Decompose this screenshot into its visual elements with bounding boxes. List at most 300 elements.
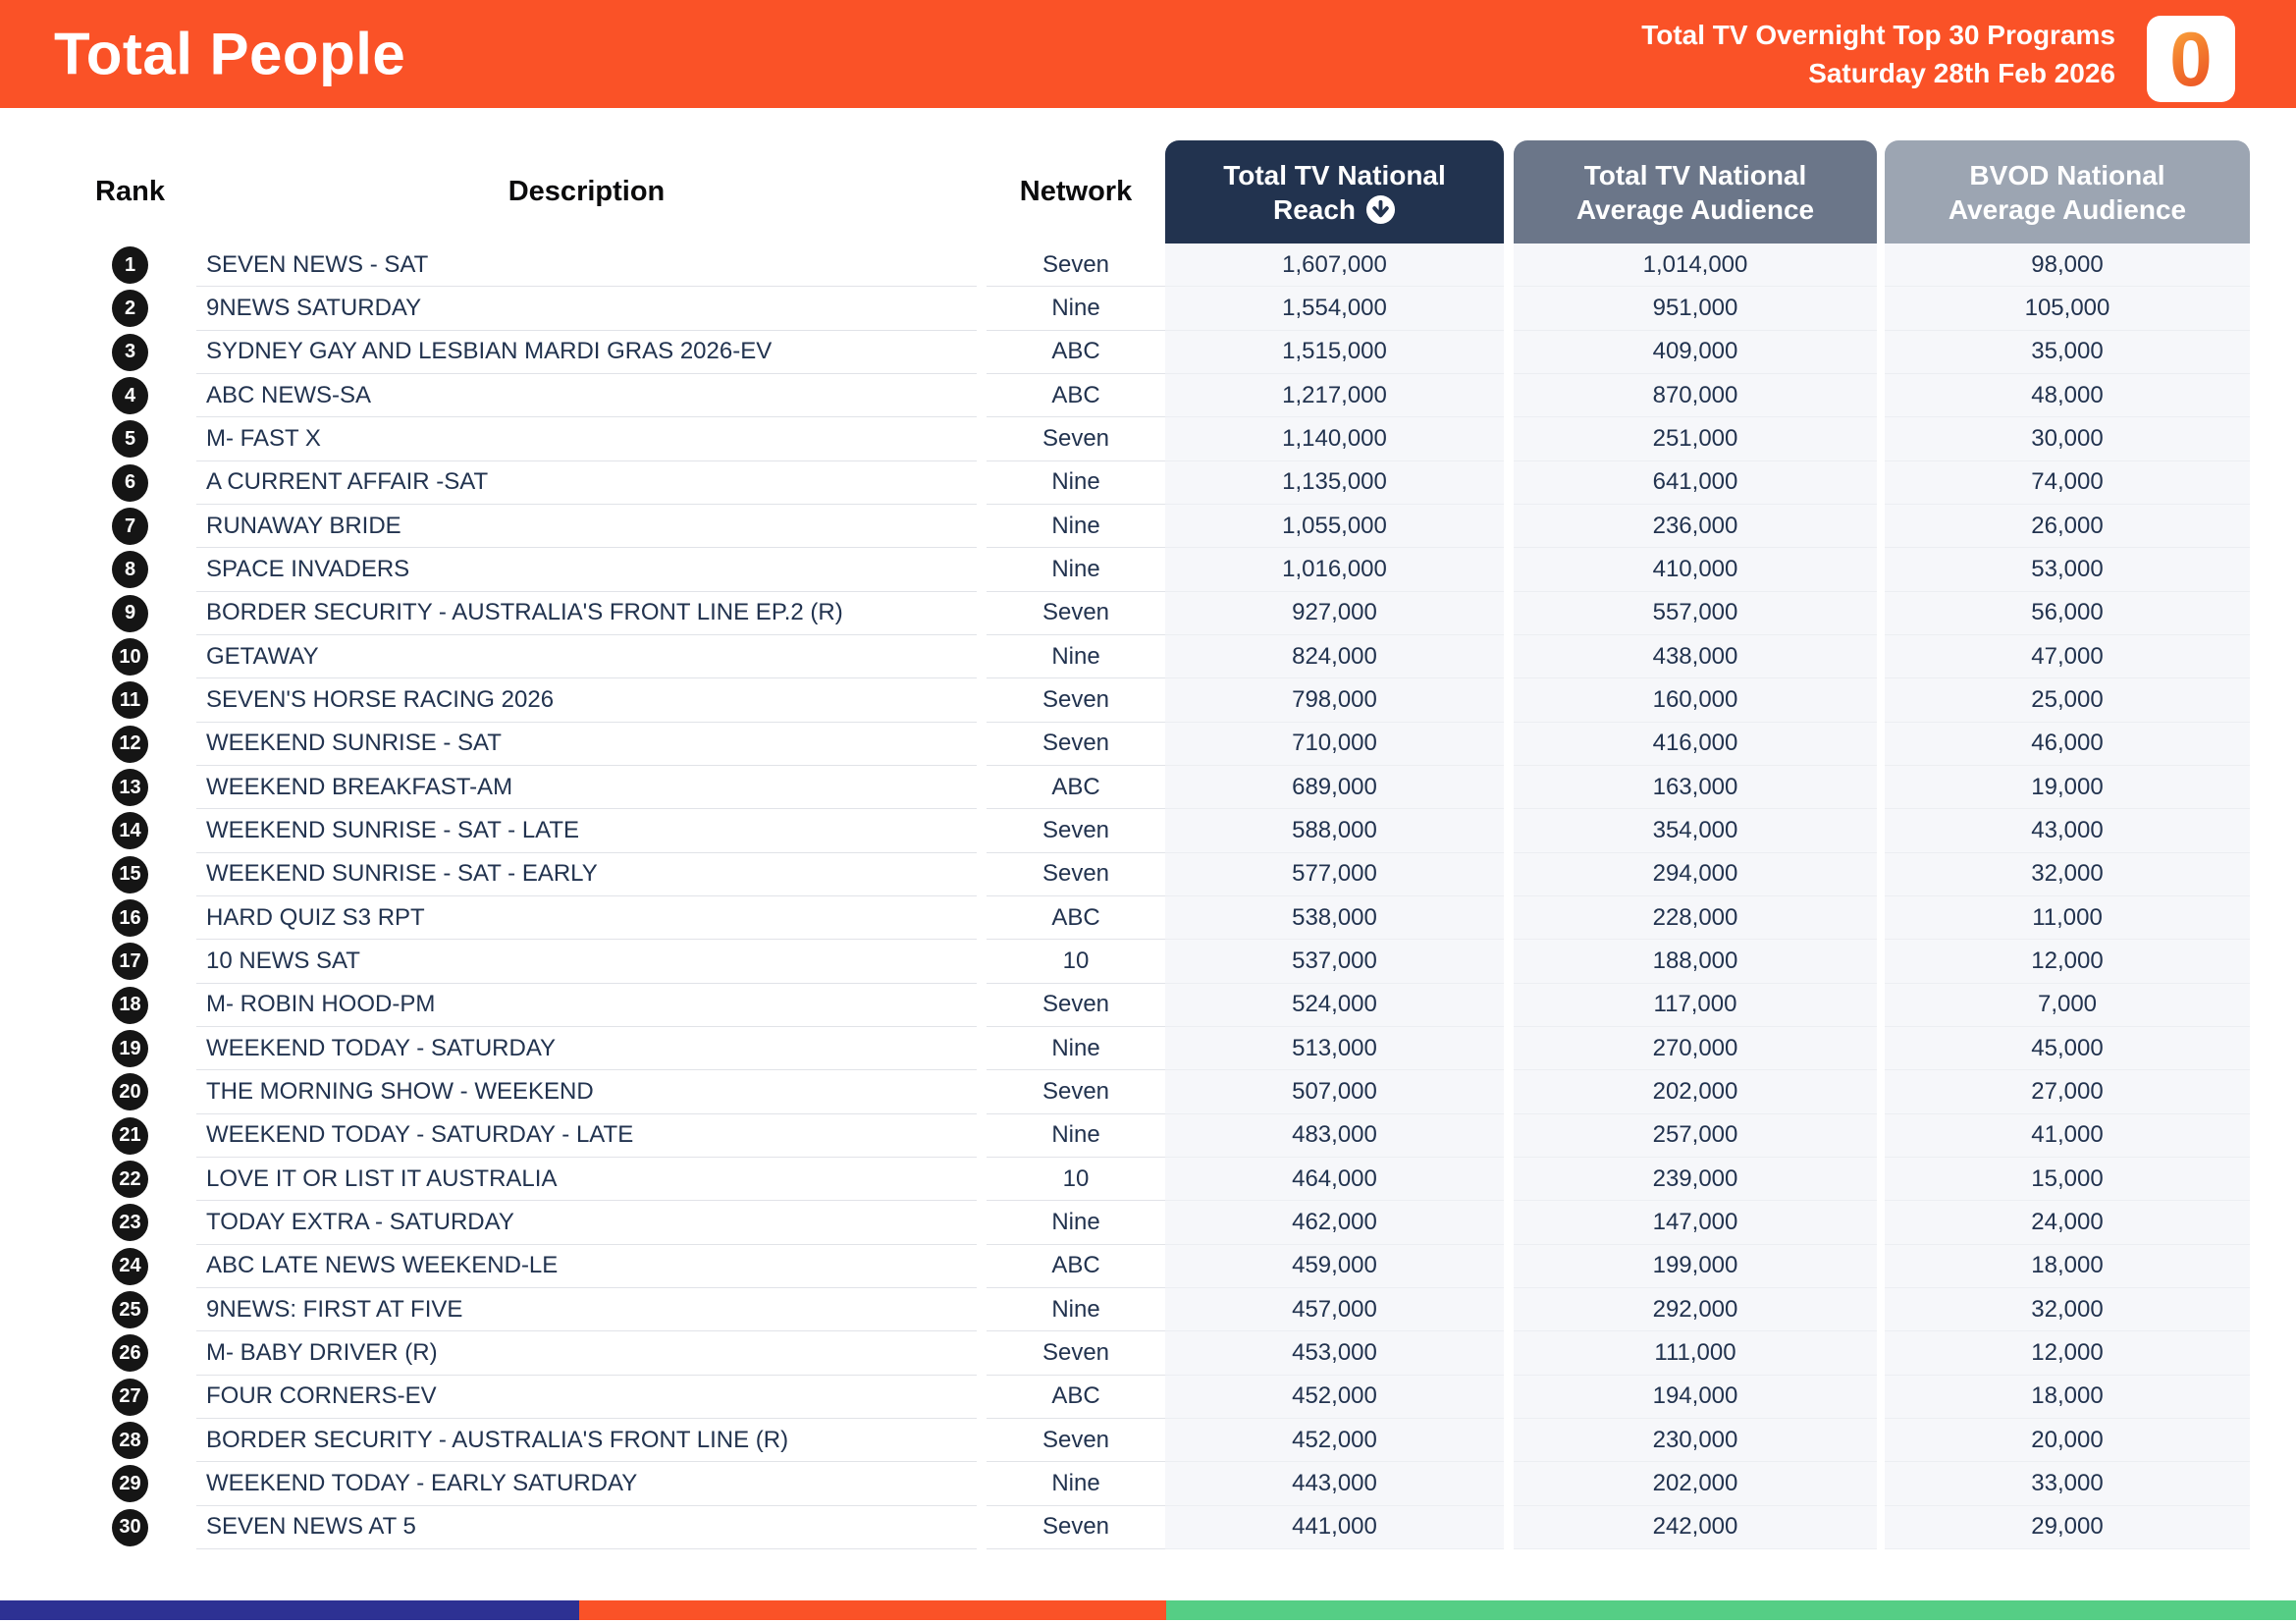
footer-orange-segment [579,1600,1166,1620]
rank-badge: 5 [112,420,148,458]
rank-badge: 13 [112,769,148,806]
rank-cell [0,1201,196,1244]
column-gap [977,548,987,591]
program-description: M- ROBIN HOOD-PM [196,984,977,1027]
reach-value: 1,515,000 [1165,331,1504,374]
reach-header-line1: Total TV National [1223,159,1446,190]
column-gap [1877,592,1885,635]
program-description: ABC NEWS-SA [196,374,977,417]
column-gap [1504,896,1514,940]
program-description: BORDER SECURITY - AUSTRALIA'S FRONT LINE (R) [196,1419,977,1462]
bvod-audience-value: 43,000 [1885,809,2250,852]
reach-value: 462,000 [1165,1201,1504,1244]
average-audience-value: 416,000 [1514,723,1877,766]
average-audience-value: 294,000 [1514,853,1877,896]
table-row [0,766,2296,809]
rank-cell [0,1419,196,1462]
column-gap [1504,1158,1514,1201]
column-gap [1877,1027,1885,1070]
program-description: WEEKEND SUNRISE - SAT - EARLY [196,853,977,896]
table-row [0,548,2296,591]
program-description: 9NEWS: FIRST AT FIVE [196,1288,977,1331]
column-gap [1504,1245,1514,1288]
bvod-audience-value: 35,000 [1885,331,2250,374]
rank-cell [0,331,196,374]
table-row [0,1331,2296,1375]
column-gap [1504,723,1514,766]
column-gap [1877,1419,1885,1462]
column-gap [1877,1201,1885,1244]
table-row [0,1288,2296,1331]
network-value: Nine [987,287,1165,330]
average-audience-value: 111,000 [1514,1331,1877,1375]
reach-value: 464,000 [1165,1158,1504,1201]
network-value: ABC [987,1376,1165,1419]
network-value: Nine [987,505,1165,548]
column-gap [977,1506,987,1549]
column-gap [1877,461,1885,505]
table-row [0,244,2296,287]
column-gap [977,853,987,896]
program-description: HARD QUIZ S3 RPT [196,896,977,940]
column-gap [977,331,987,374]
average-audience-value: 147,000 [1514,1201,1877,1244]
network-value: ABC [987,331,1165,374]
network-value: Seven [987,1070,1165,1113]
program-description: SYDNEY GAY AND LESBIAN MARDI GRAS 2026-EV [196,331,977,374]
rank-cell [0,896,196,940]
network-value: ABC [987,1245,1165,1288]
average-audience-value: 199,000 [1514,1245,1877,1288]
reach-value: 588,000 [1165,809,1504,852]
logo-zero-glyph: 0 [2169,16,2213,102]
average-audience-value: 870,000 [1514,374,1877,417]
bvod-audience-value: 19,000 [1885,766,2250,809]
footer-indigo-segment [0,1600,579,1620]
column-gap [1877,287,1885,330]
reach-value: 483,000 [1165,1114,1504,1158]
table-row [0,1114,2296,1158]
column-gap [1877,505,1885,548]
rank-badge: 1 [112,246,148,284]
network-value: Seven [987,984,1165,1027]
network-value: Nine [987,1288,1165,1331]
rank-cell [0,1506,196,1549]
column-gap [977,287,987,330]
column-gap [1504,940,1514,983]
bvod-header-line1: BVOD National [1969,159,2165,190]
rank-badge: 10 [112,638,148,676]
rank-badge: 14 [112,812,148,849]
column-gap [1504,1114,1514,1158]
column-gap [1504,1376,1514,1419]
rank-cell [0,809,196,852]
column-gap [1877,723,1885,766]
column-gap [1877,1070,1885,1113]
bvod-audience-value: 53,000 [1885,548,2250,591]
reach-value: 1,140,000 [1165,417,1504,460]
column-gap [977,1201,987,1244]
program-description: M- BABY DRIVER (R) [196,1331,977,1375]
program-description: 10 NEWS SAT [196,940,977,983]
rank-cell [0,505,196,548]
rank-badge: 6 [112,464,148,502]
rank-badge: 20 [112,1073,148,1110]
column-gap [1504,287,1514,330]
column-gap [977,1419,987,1462]
table-row [0,1201,2296,1244]
average-audience-value: 188,000 [1514,940,1877,983]
column-gap [977,461,987,505]
bvod-audience-value: 33,000 [1885,1462,2250,1505]
bvod-audience-value: 56,000 [1885,592,2250,635]
column-gap [977,940,987,983]
bvod-audience-value: 20,000 [1885,1419,2250,1462]
average-audience-value: 354,000 [1514,809,1877,852]
average-audience-value: 239,000 [1514,1158,1877,1201]
column-gap [1877,896,1885,940]
average-audience-value: 194,000 [1514,1376,1877,1419]
column-gap [977,1114,987,1158]
reach-value: 507,000 [1165,1070,1504,1113]
reach-value: 459,000 [1165,1245,1504,1288]
network-value: Seven [987,723,1165,766]
reach-header-line2: Reach [1272,193,1357,225]
program-description: WEEKEND TODAY - SATURDAY [196,1027,977,1070]
table-row [0,853,2296,896]
average-audience-value: 1,014,000 [1514,244,1877,287]
table-row [0,984,2296,1027]
table-body [0,244,2296,1549]
column-gap [1877,331,1885,374]
program-description: SEVEN'S HORSE RACING 2026 [196,678,977,722]
network-value: Seven [987,1419,1165,1462]
network-value: Nine [987,1027,1165,1070]
reach-value: 457,000 [1165,1288,1504,1331]
average-audience-value: 160,000 [1514,678,1877,722]
column-gap [1877,1114,1885,1158]
rank-badge: 2 [112,290,148,327]
reach-value: 1,016,000 [1165,548,1504,591]
column-gap [1877,678,1885,722]
reach-value: 538,000 [1165,896,1504,940]
column-gap [1504,766,1514,809]
program-description: WEEKEND SUNRISE - SAT [196,723,977,766]
program-description: LOVE IT OR LIST IT AUSTRALIA [196,1158,977,1201]
column-gap [977,678,987,722]
table-row [0,461,2296,505]
bvod-audience-value: 24,000 [1885,1201,2250,1244]
rank-badge: 23 [112,1204,148,1241]
footer-green-segment [1166,1600,2296,1620]
reach-value: 513,000 [1165,1027,1504,1070]
program-description: A CURRENT AFFAIR -SAT [196,461,977,505]
bvod-audience-value: 98,000 [1885,244,2250,287]
reach-value: 441,000 [1165,1506,1504,1549]
column-gap [977,809,987,852]
program-description: BORDER SECURITY - AUSTRALIA'S FRONT LINE EP.2 (R) [196,592,977,635]
column-gap [1504,374,1514,417]
program-description: ABC LATE NEWS WEEKEND-LE [196,1245,977,1288]
rank-cell [0,723,196,766]
network-value: Seven [987,1331,1165,1375]
program-description: SEVEN NEWS - SAT [196,244,977,287]
rank-badge: 28 [112,1422,148,1459]
column-gap [1877,853,1885,896]
network-value: Nine [987,1201,1165,1244]
column-gap [1877,1331,1885,1375]
column-gap [1504,331,1514,374]
rank-badge: 16 [112,899,148,937]
table-row [0,809,2296,852]
reach-value: 537,000 [1165,940,1504,983]
reach-value: 689,000 [1165,766,1504,809]
bvod-audience-value: 45,000 [1885,1027,2250,1070]
rank-cell [0,592,196,635]
average-audience-value: 117,000 [1514,984,1877,1027]
rank-badge: 8 [112,551,148,588]
bvod-audience-value: 46,000 [1885,723,2250,766]
average-audience-value: 242,000 [1514,1506,1877,1549]
reach-value: 1,135,000 [1165,461,1504,505]
column-gap [1504,853,1514,896]
column-gap [1877,1506,1885,1549]
reach-value: 577,000 [1165,853,1504,896]
column-gap [977,1462,987,1505]
rank-badge: 19 [112,1030,148,1067]
column-gap [1877,809,1885,852]
bvod-audience-value: 30,000 [1885,417,2250,460]
column-header-total-tv-reach[interactable] [1165,140,1504,244]
rank-cell [0,417,196,460]
avg-header-line1: Total TV National [1583,159,1807,190]
column-gap [1877,1376,1885,1419]
network-value: ABC [987,374,1165,417]
network-value: Seven [987,592,1165,635]
column-gap [977,1245,987,1288]
network-value: Seven [987,678,1165,722]
average-audience-value: 951,000 [1514,287,1877,330]
column-gap [1504,505,1514,548]
column-gap [1877,1288,1885,1331]
column-gap [1504,1419,1514,1462]
sort-descending-icon[interactable] [1365,194,1396,225]
rank-badge: 21 [112,1117,148,1155]
oztam-logo [2147,16,2235,102]
network-value: ABC [987,766,1165,809]
column-gap [1504,1201,1514,1244]
column-gap [977,1158,987,1201]
program-description: 9NEWS SATURDAY [196,287,977,330]
average-audience-value: 230,000 [1514,1419,1877,1462]
program-description: WEEKEND TODAY - EARLY SATURDAY [196,1462,977,1505]
rank-cell [0,678,196,722]
table-row [0,635,2296,678]
rank-cell [0,1158,196,1201]
bvod-audience-value: 41,000 [1885,1114,2250,1158]
column-gap [1877,1462,1885,1505]
column-gap [1504,1462,1514,1505]
rank-cell [0,1288,196,1331]
rank-cell [0,984,196,1027]
column-gap [977,1376,987,1419]
reach-value: 452,000 [1165,1419,1504,1462]
bvod-audience-value: 29,000 [1885,1506,2250,1549]
program-description: WEEKEND TODAY - SATURDAY - LATE [196,1114,977,1158]
table-row [0,1158,2296,1201]
bvod-audience-value: 12,000 [1885,1331,2250,1375]
column-gap [1504,417,1514,460]
network-value: Seven [987,244,1165,287]
column-gap [1504,1506,1514,1549]
page-title: Total People [54,21,406,87]
column-header-bvod-average [1885,140,2250,244]
rank-badge: 24 [112,1248,148,1285]
rank-badge: 4 [112,377,148,414]
column-gap [1877,244,1885,287]
table-row [0,1027,2296,1070]
average-audience-value: 251,000 [1514,417,1877,460]
table-row [0,1419,2296,1462]
table-row [0,940,2296,983]
program-description: TODAY EXTRA - SATURDAY [196,1201,977,1244]
rank-badge: 9 [112,595,148,632]
bvod-audience-value: 27,000 [1885,1070,2250,1113]
column-gap [977,592,987,635]
average-audience-value: 409,000 [1514,331,1877,374]
reach-value: 524,000 [1165,984,1504,1027]
network-value: Seven [987,1506,1165,1549]
average-audience-value: 270,000 [1514,1027,1877,1070]
rank-badge: 25 [112,1291,148,1328]
average-audience-value: 202,000 [1514,1070,1877,1113]
table-row [0,678,2296,722]
column-header-total-tv-average [1514,140,1877,244]
table-row [0,417,2296,460]
rank-cell [0,1114,196,1158]
reach-value: 1,055,000 [1165,505,1504,548]
column-gap [977,1070,987,1113]
average-audience-value: 410,000 [1514,548,1877,591]
column-gap [977,1331,987,1375]
average-audience-value: 257,000 [1514,1114,1877,1158]
table-row [0,287,2296,330]
average-audience-value: 228,000 [1514,896,1877,940]
bvod-audience-value: 47,000 [1885,635,2250,678]
rank-badge: 7 [112,508,148,545]
network-value: Seven [987,853,1165,896]
rank-badge: 29 [112,1465,148,1502]
bvod-audience-value: 18,000 [1885,1245,2250,1288]
column-gap [1504,461,1514,505]
column-gap [1877,417,1885,460]
program-description: SEVEN NEWS AT 5 [196,1506,977,1549]
column-gap [1504,244,1514,287]
column-gap [977,723,987,766]
network-value: Nine [987,461,1165,505]
reach-value: 453,000 [1165,1331,1504,1375]
rank-cell [0,766,196,809]
column-gap [977,505,987,548]
table-row [0,896,2296,940]
reach-value: 443,000 [1165,1462,1504,1505]
column-gap [977,635,987,678]
network-value: 10 [987,1158,1165,1201]
reach-value: 824,000 [1165,635,1504,678]
column-gap [1877,374,1885,417]
reach-value: 452,000 [1165,1376,1504,1419]
reach-value: 1,217,000 [1165,374,1504,417]
program-description: GETAWAY [196,635,977,678]
rank-cell [0,1070,196,1113]
bvod-audience-value: 48,000 [1885,374,2250,417]
report-tagline [1641,0,2115,108]
reach-value: 927,000 [1165,592,1504,635]
column-gap [1877,635,1885,678]
bvod-audience-value: 32,000 [1885,1288,2250,1331]
column-gap [1504,984,1514,1027]
program-description: RUNAWAY BRIDE [196,505,977,548]
program-description: WEEKEND SUNRISE - SAT - LATE [196,809,977,852]
reach-value: 1,554,000 [1165,287,1504,330]
rank-badge: 17 [112,943,148,980]
bvod-audience-value: 74,000 [1885,461,2250,505]
table-row [0,1506,2296,1549]
rank-badge: 11 [112,681,148,719]
average-audience-value: 438,000 [1514,635,1877,678]
program-description: THE MORNING SHOW - WEEKEND [196,1070,977,1113]
column-gap [977,1288,987,1331]
rank-cell [0,1376,196,1419]
bvod-audience-value: 18,000 [1885,1376,2250,1419]
program-description: SPACE INVADERS [196,548,977,591]
network-value: Nine [987,548,1165,591]
column-header-description: Description [507,176,666,207]
column-gap [977,896,987,940]
rank-badge: 27 [112,1379,148,1416]
bvod-audience-value: 25,000 [1885,678,2250,722]
average-audience-value: 202,000 [1514,1462,1877,1505]
bvod-audience-value: 15,000 [1885,1158,2250,1201]
bvod-audience-value: 26,000 [1885,505,2250,548]
rank-cell [0,374,196,417]
rank-badge: 18 [112,987,148,1024]
network-value: 10 [987,940,1165,983]
rank-cell [0,244,196,287]
column-gap [1877,984,1885,1027]
table-row [0,592,2296,635]
column-gap [1504,1331,1514,1375]
network-value: Seven [987,417,1165,460]
rank-cell [0,853,196,896]
column-gap [1877,766,1885,809]
rank-cell [0,1027,196,1070]
table-row [0,331,2296,374]
bvod-audience-value: 32,000 [1885,853,2250,896]
average-audience-value: 236,000 [1514,505,1877,548]
network-value: ABC [987,896,1165,940]
rank-cell [0,940,196,983]
bvod-audience-value: 12,000 [1885,940,2250,983]
average-audience-value: 557,000 [1514,592,1877,635]
average-audience-value: 292,000 [1514,1288,1877,1331]
column-gap [1504,548,1514,591]
column-gap [1504,678,1514,722]
column-gap [1504,1070,1514,1113]
column-gap [1877,548,1885,591]
rank-badge: 26 [112,1334,148,1372]
network-value: Nine [987,635,1165,678]
